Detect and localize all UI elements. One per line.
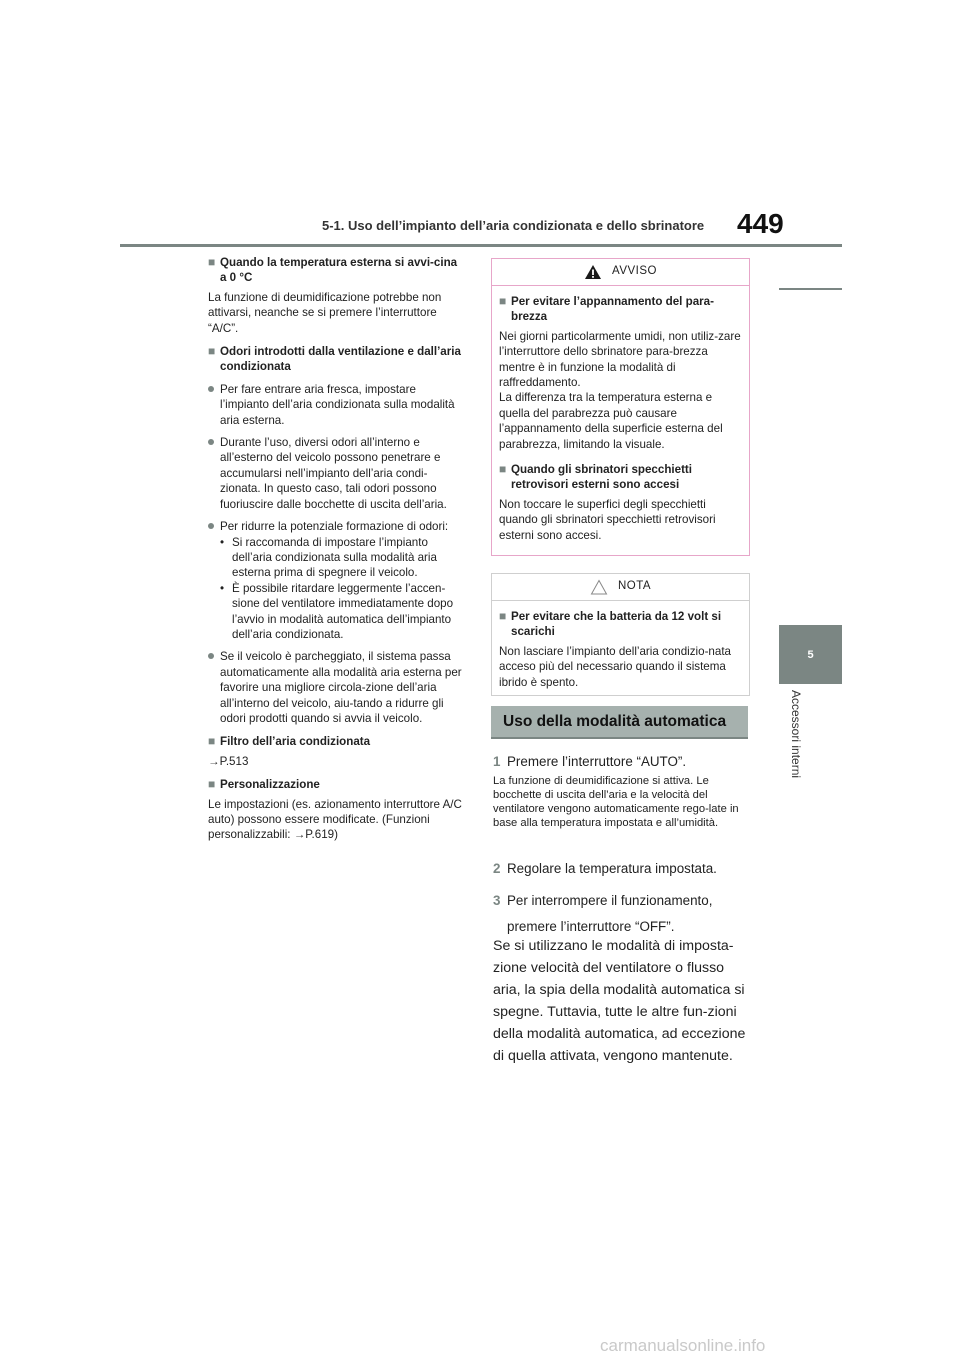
warning-subheading-windshield: ■ Per evitare l’appannamento del para-brezza [499, 294, 714, 324]
paragraph-customization: Le impostazioni (es. azionamento interruttore A/C auto) possono essere modificate. (Funzioni personalizzabili: →P.619) [208, 797, 462, 842]
warning-text: La differenza tra la temperatura esterna e quella del parabrezza può causare l’appannamento della superficie esterna del parabrezza, limitando la visuale. [499, 391, 723, 451]
sub-list-item: • Si raccomanda di impostare l’impianto dell’aria condizionata sulla modalità aria esterna prima di spegnere il veicolo. [220, 535, 437, 580]
list-item: Se il veicolo è parcheggiato, il sistema passa automaticamente alla modalità aria esterna per favorire una migliore circola-zione dell’aria all’interno del veicolo, aiu-tando a ridurre gli odori prodotti quando si avvia il veicolo. [208, 649, 466, 726]
step-item [493, 751, 755, 773]
square-bullet-icon: ■ [208, 255, 216, 269]
warning-text: Non toccare le superfici degli specchietti quando gli sbrinatori specchietti retrovisori esterni sono accesi. [499, 497, 716, 542]
caution-triangle-icon [590, 579, 608, 595]
step-text: Premere l’interruttore “AUTO”. [507, 754, 687, 769]
chapter-label-text: Accessori interni [789, 690, 803, 779]
list-item: Durante l’uso, diversi odori all’interno e all’esterno del veicolo possono penetrare e accumularsi nell’impianto dell’aria condi-zionata. In questo caso, tali odori possono fuoriuscire dalle bocchette di uscita dell’aria. [208, 435, 466, 512]
square-bullet-icon: ■ [208, 344, 216, 359]
step-text: Regolare la temperatura impostata. [507, 861, 717, 876]
section-heading: Uso della modalità automatica [491, 706, 748, 739]
note-title: NOTA [617, 580, 652, 593]
dash-bullet-icon: • [220, 581, 225, 595]
dash-bullet-icon: • [220, 535, 225, 549]
warning-title: AVVISO [612, 265, 657, 278]
square-bullet-icon: ■ [208, 734, 216, 749]
round-bullet-icon [208, 523, 214, 529]
note-subheading-battery: ■ Per evitare che la batteria da 12 volt si scarichi [499, 609, 722, 639]
square-bullet-icon: ■ [208, 777, 216, 792]
page-reference-link[interactable]: →P.513 [208, 754, 249, 768]
note-box [491, 573, 750, 696]
warning-text: Nei giorni particolarmente umidi, non utiliz-zare l’interruttore dello sbrinatore para-brezza mentre è in funzione la modalità di raffreddamento. [499, 329, 741, 390]
left-column [208, 255, 466, 843]
chapter-tab-line [779, 288, 842, 290]
paragraph-dehumidify: La funzione di deumidificazione potrebbe non attivarsi, neanche se si premere l’interruttore “A/C”. [208, 290, 442, 335]
subheading-customization: ■ Personalizzazione [208, 777, 320, 792]
step-number: 2 [493, 861, 501, 876]
square-bullet-icon: ■ [499, 294, 507, 308]
round-bullet-icon [208, 439, 214, 445]
square-bullet-icon: ■ [499, 609, 507, 623]
warning-box-header [492, 259, 749, 286]
round-bullet-icon [208, 653, 214, 659]
round-bullet-icon [208, 386, 214, 392]
sub-list-item: • È possibile ritardare leggermente l’accen-sione del ventilatore immediatamente dopo l’avvio in modalità automatica dell’impianto dell’aria condizionata. [220, 581, 454, 641]
list-item [208, 519, 466, 642]
subheading-odors: ■ Odori introdotti dalla ventilazione e dall’aria condizionata [208, 344, 461, 374]
step-item [493, 858, 755, 880]
warning-box [491, 258, 750, 556]
step-number: 3 [493, 893, 501, 908]
note-box-header [492, 574, 749, 601]
closing-paragraph: Se si utilizzano le modalità di imposta-zione velocità del ventilatore o flusso aria, la spia della modalità automatica si spegne. Tuttavia, tutte le altre fun-zioni della modalità automatica, ad eccezione di quella attivata, vengono mantenute. [493, 938, 746, 1064]
subheading-filter: ■ Filtro dell’aria condizionata [208, 734, 371, 749]
note-text: Non lasciare l’impianto dell’aria condizio-nata acceso più del necessario quando il sistema ibrido è spento. [499, 644, 731, 689]
header-divider [120, 244, 842, 247]
warning-triangle-icon [584, 264, 602, 280]
section-title: 5-1. Uso dell’impianto dell’aria condizionata e dello sbrinatore [322, 218, 705, 233]
square-bullet-icon: ■ [499, 462, 507, 477]
watermark: carmanualsonline.info [600, 1336, 766, 1355]
list-item: Per fare entrare aria fresca, impostare l’impianto dell’aria condizionata sulla modalità aria esterna. [208, 382, 466, 428]
step-number: 1 [493, 754, 501, 769]
chapter-label [787, 690, 809, 840]
step-text: Per interrompere il funzionamento, premere l’interruttore “OFF”. [507, 893, 713, 934]
chapter-number: 5 [807, 648, 814, 661]
step-item [493, 888, 755, 940]
warning-subheading-mirrors: ■ Quando gli sbrinatori specchietti retrovisori esterni sono accesi [499, 462, 693, 492]
list-item-intro: Per ridurre la potenziale formazione di odori: [220, 520, 449, 534]
subheading-temperature: ■ Quando la temperatura esterna si avvi-cina a 0 °C [208, 255, 458, 285]
chapter-tab[interactable] [779, 625, 842, 684]
step-description: La funzione di deumidificazione si attiva. Le bocchette di uscita dell’aria e la velocità del ventilatore vengono automaticamente rego-late in base alla temperatura impostata e all’umidità. [493, 775, 739, 829]
page-number: 449 [737, 208, 784, 239]
